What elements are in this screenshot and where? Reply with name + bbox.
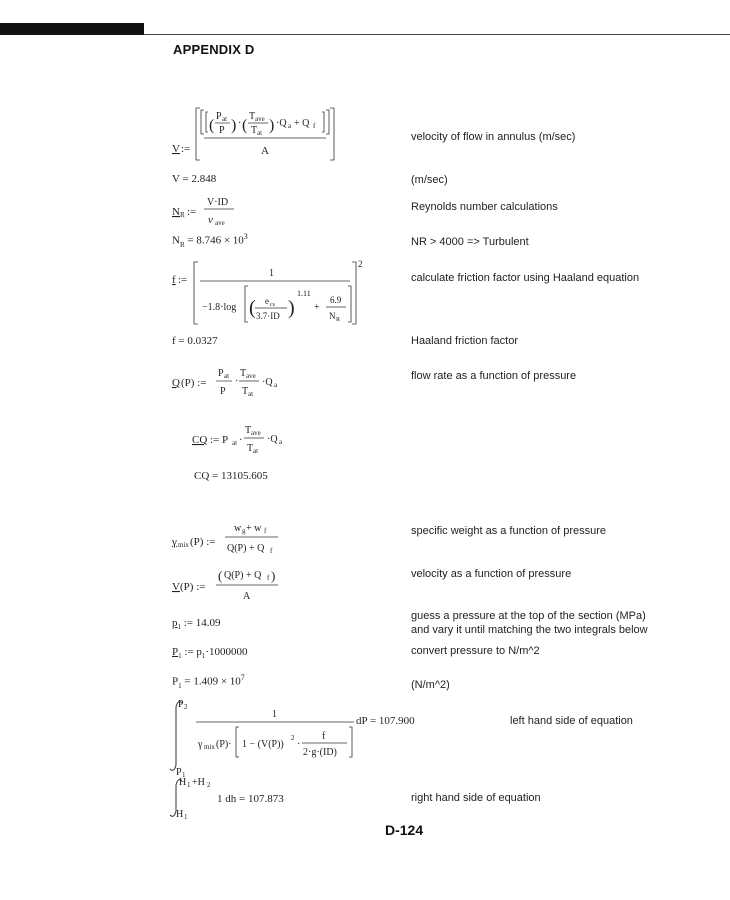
svg-text:N: N [172,206,180,218]
specific-weight-equation [172,519,292,562]
v-result: V = 2.848 [172,173,217,185]
svg-text:·Q: ·Q [262,377,273,388]
p1-convert: $P_1$ := $p_1\cdot 1000000$ [172,646,248,661]
rhs-integral [172,775,332,824]
svg-text:): ) [269,117,275,134]
page-number: D-124 [385,822,424,838]
svg-text:at: at [253,447,259,455]
svg-text:+ w: + w [246,523,262,534]
svg-text:1.11: 1.11 [297,289,311,298]
p1-result: $P_1 = 1.409 \times 10^7$ [172,673,245,690]
svg-text:(: ( [209,117,215,134]
svg-text:A: A [243,591,251,602]
svg-text:1: 1 [184,813,188,821]
svg-text:V: V [172,581,180,593]
svg-text:a: a [288,122,292,130]
svg-text:mix: mix [178,541,189,549]
svg-text:T: T [249,111,256,122]
svg-text:·: · [235,376,239,387]
svg-text:N: N [329,311,336,321]
svg-text:g: g [242,527,246,535]
svg-text:1: 1 [272,709,277,720]
svg-text::= P: := P [210,434,229,446]
cq-result: CQ = 13105.605 [194,470,268,482]
svg-text:): ) [231,117,237,134]
header-rule [144,34,730,35]
svg-text:at: at [224,372,230,380]
svg-text:at: at [248,390,254,398]
annotation-guess-pressure [411,609,648,637]
svg-text:at: at [232,439,238,447]
section-title: APPENDIX D [173,42,255,57]
svg-text:·: · [297,739,301,750]
svg-text:(P) :=: (P) := [190,536,216,548]
cq-equation [192,423,302,464]
svg-text:6.9: 6.9 [330,295,342,305]
svg-text::=: := [181,143,191,155]
svg-text:f: f [172,274,176,286]
svg-text:CQ: CQ [192,434,208,446]
annotation-velocity-annulus: velocity of flow in annulus (m/sec) [411,131,576,143]
svg-text:+ Q: + Q [294,118,310,129]
svg-text:2: 2 [291,734,295,742]
annotation-velocity-pressure: velocity as a function of pressure [411,568,572,580]
annotation-friction: calculate friction factor using Haaland equation [411,272,640,284]
svg-text:a: a [274,381,278,389]
svg-text:T: T [251,125,258,136]
nr-result: $N_R = 8.746 \times 10^3$ [172,232,248,249]
svg-text:·Q: ·Q [267,434,278,445]
svg-text::=: := [178,274,188,286]
svg-text:·Q: ·Q [276,118,287,129]
svg-text:f: f [270,547,273,555]
svg-text:H: H [179,777,187,788]
annotation-v-unit: (m/sec) [411,174,448,186]
annotation-haaland: Haaland friction factor [411,335,518,347]
svg-text:): ) [288,297,295,319]
svg-text:2: 2 [207,781,211,789]
svg-text:·: · [239,435,243,446]
svg-text:a: a [279,438,283,446]
svg-text:(: ( [218,568,223,583]
svg-text:T: T [242,386,249,397]
svg-text:Q(P) + Q: Q(P) + Q [224,570,262,581]
annotation-p1-unit: (N/m^2) [411,679,450,691]
annotation-turbulent: NR > 4000 => Turbulent [411,236,529,248]
svg-text:Q: Q [172,377,180,389]
svg-text:P: P [176,767,182,778]
svg-text:·: · [238,118,242,129]
svg-text:dP = 107.900: dP = 107.900 [356,715,415,727]
svg-text:2·g·(ID): 2·g·(ID) [303,747,337,758]
annotation-lhs: left hand side of equation [510,715,633,727]
reynolds-equation [172,193,262,232]
svg-text::=: := [187,206,197,218]
svg-text:(P)·: (P)· [216,739,232,750]
svg-text:γ: γ [172,536,177,548]
haaland-equation [172,258,372,329]
annotation-convert-pressure: convert pressure to N/m^2 [411,645,540,657]
svg-text:(P) :=: (P) := [180,581,206,593]
svg-text:P: P [220,386,226,397]
svg-text:P: P [178,699,184,710]
svg-text:f: f [322,731,326,742]
svg-text:(P) :=: (P) := [181,377,207,389]
svg-text:P: P [218,368,224,379]
svg-text:R: R [336,317,341,323]
annotation-reynolds: Reynolds number calculations [411,201,558,213]
svg-text:at: at [222,115,228,123]
svg-text:−1.8·log: −1.8·log [202,302,237,313]
flow-rate-equation [172,364,282,407]
svg-text:mix: mix [204,743,215,751]
svg-text:ave: ave [251,429,261,437]
velocity-pressure-equation [172,564,292,607]
svg-text:+H: +H [192,777,205,788]
annotation-guess-pressure-line2: and vary it until matching the two integrals below [411,624,648,636]
svg-text:+: + [314,302,320,313]
svg-text:f: f [264,527,267,535]
lhs-integral [172,697,452,780]
svg-text:1: 1 [187,781,191,789]
header-bar [0,23,144,35]
svg-text:T: T [240,368,247,379]
svg-text:): ) [271,568,276,583]
svg-text:2: 2 [184,703,188,711]
svg-text:f: f [313,122,316,130]
svg-text:1: 1 [269,268,274,279]
svg-text:w: w [234,523,242,534]
svg-text:at: at [257,129,263,137]
rhs-value: 1 dh = 107.873 [217,793,284,805]
annotation-specific-weight: specific weight as a function of pressure [411,525,607,537]
svg-text:V·ID: V·ID [207,197,229,208]
svg-text:ave: ave [255,115,265,123]
annotation-flow-rate: flow rate as a function of pressure [411,370,577,382]
svg-text:(: ( [242,117,248,134]
svg-text:ν: ν [208,214,213,226]
svg-text:(: ( [249,297,256,319]
svg-text:P: P [216,111,222,122]
annotation-guess-pressure-line1: guess a pressure at the top of the section (MPa) [411,610,646,622]
svg-text:R: R [180,211,185,219]
svg-text:cs: cs [270,302,275,308]
svg-text:T: T [245,425,252,436]
svg-text:3.7·ID: 3.7·ID [256,311,280,321]
svg-text:T: T [247,443,254,454]
p1-input: $p_1$ := 14.09 [172,617,221,632]
svg-text:P: P [219,125,225,136]
svg-text:e: e [265,296,269,306]
svg-text:1 − (V(P)): 1 − (V(P)) [242,739,284,750]
svg-text:H: H [176,809,184,820]
svg-text:A: A [261,145,269,157]
velocity-equation [170,104,370,167]
svg-text:ave: ave [246,372,256,380]
annotation-rhs: right hand side of equation [411,792,541,804]
svg-text:f: f [267,574,270,582]
svg-text:2: 2 [358,259,363,269]
svg-text:ave: ave [215,219,225,227]
svg-text:1: 1 [182,771,186,779]
svg-text:Q(P) + Q: Q(P) + Q [227,543,265,554]
f-result: f = 0.0327 [172,335,218,347]
svg-text:γ: γ [198,739,203,750]
svg-text:V: V [172,143,180,155]
